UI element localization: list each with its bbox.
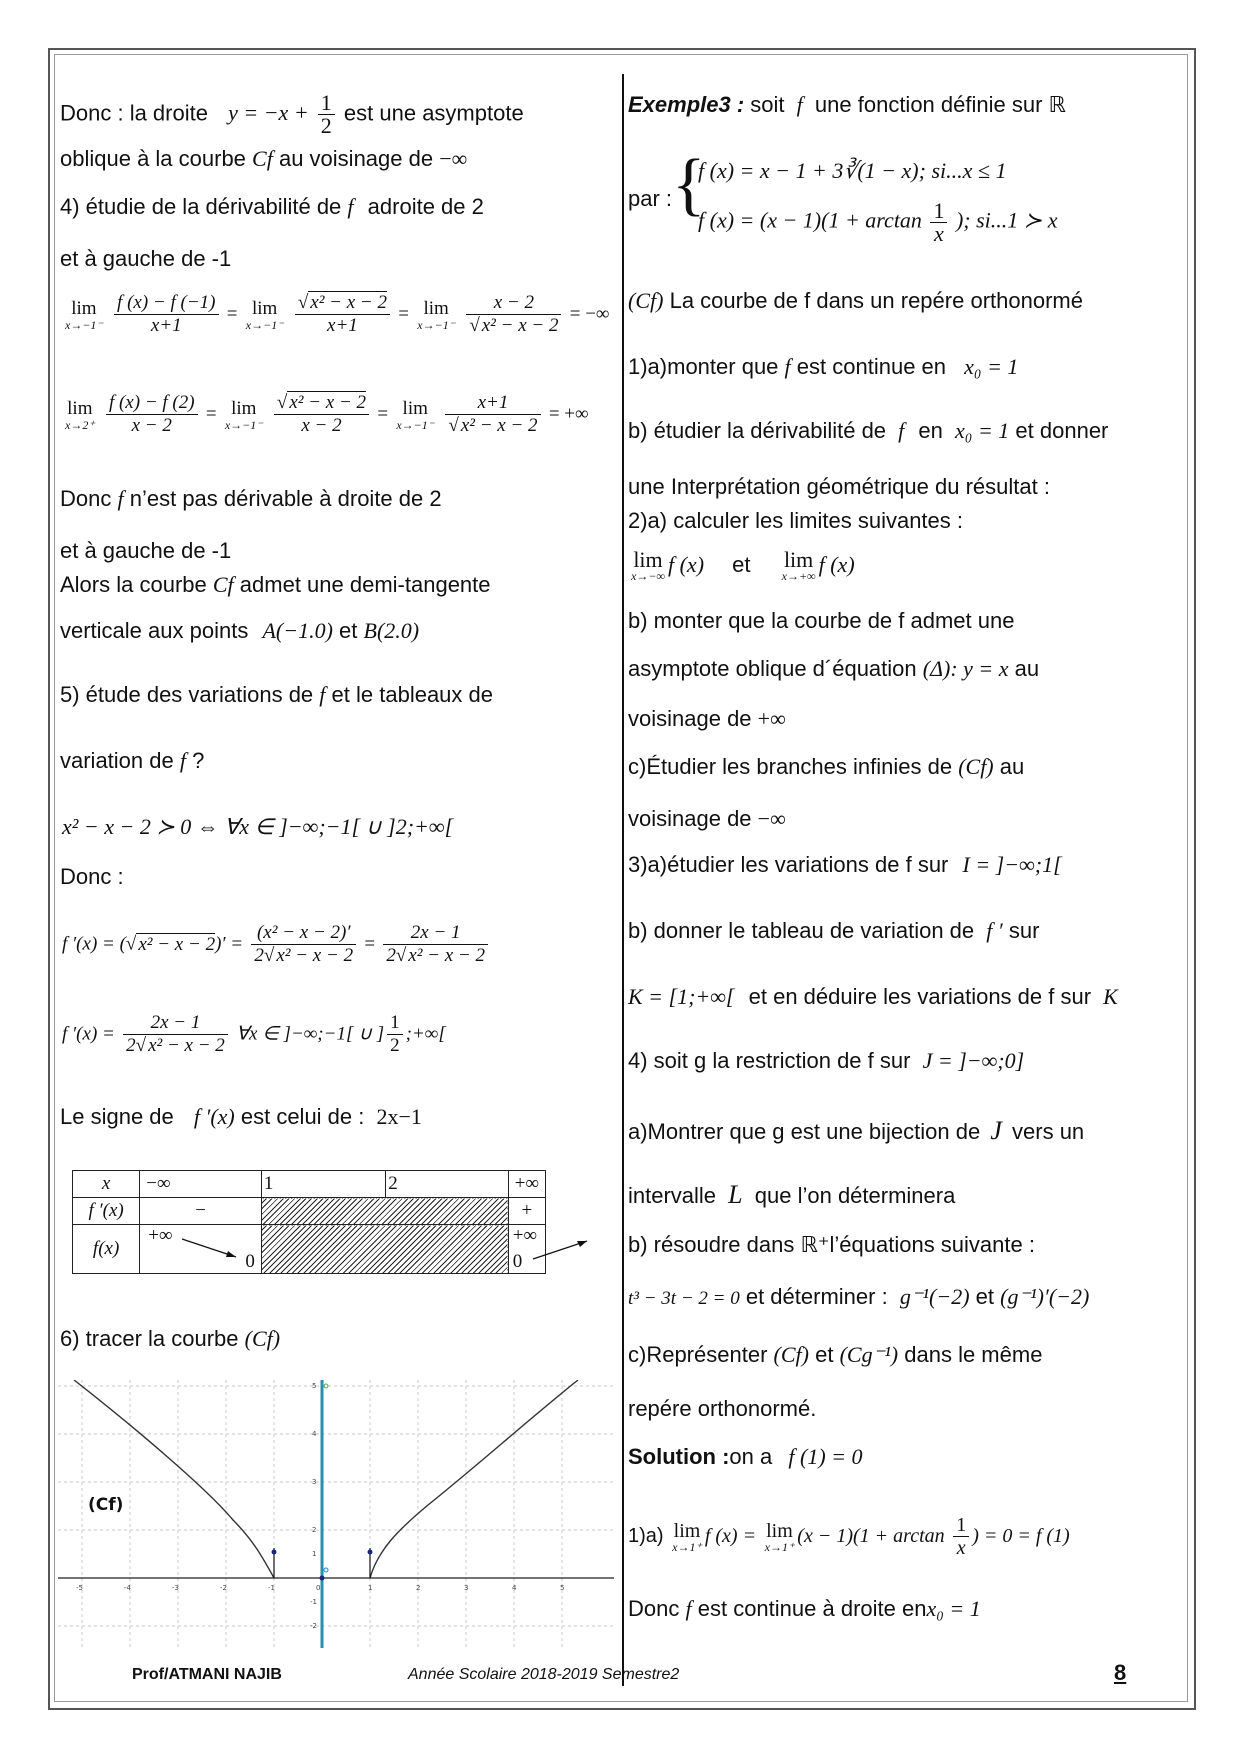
left-line-6: et à gauche de -1 [60,538,232,563]
right-line-18: a)Montrer que g est une bijection de J vers un [628,1116,1085,1145]
left-line-9: 5) étude des variations de f et le tableaux de [60,682,494,707]
right-line-16: K = [1;+∞[ et en déduire les variations de f sur K [628,984,1118,1009]
svg-text:4: 4 [512,1584,517,1592]
curve-right-branch [370,1380,578,1578]
right-line-11: voisinage de +∞ [628,706,786,731]
right-line-4: 1)a)monter que f est continue en x₀ = 1 [628,354,1019,379]
y-tick-labels [310,1382,317,1630]
left-line-5: Donc f n’est pas dérivable à droite de 2 [60,486,442,511]
table-row: f(x) +∞ 0 0 +∞ [73,1225,546,1274]
left-line-8: verticale aux points A(−1.0) et B(2.0) [60,618,420,643]
table-row: x −∞ 1 2 +∞ [73,1171,546,1198]
left-line-7: Alors la courbe Cf admet une demi-tangente [60,572,491,597]
svg-text:-4: -4 [124,1584,131,1592]
origin-marker [320,1576,325,1581]
column-divider [622,74,624,1686]
left-line-12: Donc : [60,864,124,889]
right-line-21: t³ − 3t − 2 = 0 et déterminer : g⁻¹(−2) et (g⁻¹)′(−2) [628,1284,1090,1309]
system-brace: { [672,146,706,223]
right-line-12: c)Étudier les branches infinies de (Cf) au [628,754,1025,779]
right-line-26: Donc f est continue à droite enx₀ = 1 [628,1596,981,1621]
limit-equation-1: lim x→−1⁻ $\frac{f (x) - f (-1)}{x+1}$ = lim x→−1⁻ $\frac{\text{√ x² − x − 2}}{x+1}$ = lim x→−1⁻ $\frac{x - 2}{\text{√ x² − x − 2}}$ = −∞ [65,292,610,336]
left-line-10: variation de f ? [60,748,205,773]
curve-graph [58,1380,614,1648]
svg-text:3: 3 [464,1584,469,1592]
derivative-equation-1: f ′(x) = (√ x² − x − 2)′ = $\frac{\text{(x² − x − 2)′}}{\text{2√ x² − x − 2}}$ = $\frac{2x - 1}{\text{2√ x² − x − 2}}$ [62,922,491,967]
page-number: 8 [1114,1660,1127,1685]
svg-text:5: 5 [312,1382,317,1390]
svg-text:-1: -1 [268,1584,275,1592]
svg-text:0: 0 [316,1584,321,1592]
point-marker [272,1550,277,1555]
footer-year: Année Scolaire 2018-2019 Semestre2 [408,1666,680,1683]
right-line-17: 4) soit g la restriction de f sur J = ]−∞;0] [628,1048,1025,1073]
point-marker [324,1568,328,1572]
domain-inequation: x² − x − 2 ≻ 0 ⇔ ∀x ∈ ]−∞;−1[ ∪ ]2;+∞[ [62,814,454,839]
piecewise-line-1: f (x) = x − 1 + 3∛(1 − x); si...x ≤ 1 [698,158,1007,183]
svg-text:-3: -3 [172,1584,179,1592]
right-line-5: b) étudier la dérivabilité de f en x₀ = 1 et donner [628,418,1109,443]
svg-text:-2: -2 [310,1622,317,1630]
curve-left-branch [74,1380,274,1578]
left-line-2: oblique à la courbe Cf au voisinage de −∞ [60,146,468,171]
arrow-down-icon [180,1237,240,1261]
right-line-23: repére orthonormé. [628,1396,817,1421]
right-line-8: lim x→−∞ f (x) et lim x→+∞ f (x) [631,547,855,583]
svg-text:-1: -1 [310,1598,317,1606]
grid [58,1380,614,1648]
svg-text:-5: -5 [76,1584,83,1592]
svg-text:-2: -2 [220,1584,227,1592]
svg-text:2: 2 [416,1584,421,1592]
right-line-25: 1)a) lim x→1⁺ f (x) = lim x→1⁺ (x − 1)(1 + arctan $\frac{1}{x}$ ) = 0 = f (1) [628,1514,1070,1559]
svg-text:4: 4 [312,1430,317,1438]
limit-equation-2: lim x→2⁺ $\frac{f (x) - f (2)}{x - 2}$ = lim x→−1⁻ $\frac{\text{√ x² − x − 2}}{x - 2}$ = lim x→−1⁻ $\frac{x+1}{\text{√ x² − x − 2}}$ = +∞ [65,392,589,436]
right-line-3: (Cf) La courbe de f dans un repére orthonormé [628,288,1083,313]
svg-text:1: 1 [312,1550,317,1558]
right-line-7: 2)a) calculer les limites suivantes : [628,508,964,533]
variation-table [72,1170,546,1274]
svg-text:3: 3 [312,1478,317,1486]
curve-label: (Cf) [88,1495,124,1515]
sign-line: Le signe de f ′(x) est celui de : 2x−1 [60,1104,422,1129]
right-line-24: Solution :on a f (1) = 0 [628,1444,863,1469]
hatched-cell [261,1198,508,1225]
derivative-equation-2: f ′(x) = $\frac{2x - 1}{\text{2√ x² − x − 2}}$ ∀x ∈ ]−∞;−1[ ∪ ] $\frac{1}{2}$ ;+∞[ [62,1012,446,1056]
piecewise-line-2: f (x) = (x − 1)(1 + arctan $\frac{1}{x}$ ); si...1 ≻ x [698,198,1058,246]
x-tick-labels [76,1584,564,1592]
arrow-up-icon [531,1237,591,1261]
right-line-19: intervalle L que l’on déterminera [628,1180,956,1209]
footer-author: Prof/ATMANI NAJIB [132,1666,282,1683]
left-line-1: Donc : la droite y = −x + $\frac{1}{2}$ est une asymptote [60,90,524,138]
right-line-14: 3)a)étudier les variations de f sur I = ]−∞;1[ [628,852,1062,877]
right-par-label: par : [628,186,673,211]
svg-text:2: 2 [312,1526,317,1534]
right-line-9: b) monter que la courbe de f admet une [628,608,1015,633]
right-line-22: c)Représenter (Cf) et (Cg⁻¹) dans le même [628,1342,1043,1367]
left-line-13: 6) tracer la courbe (Cf) [60,1326,281,1351]
right-line-1: Exemple3 : soit f une fonction définie sur ℝ [628,92,1066,117]
hatched-cell [261,1225,508,1274]
right-line-15: b) donner le tableau de variation de f ′ sur [628,918,1040,943]
point-marker [368,1550,373,1555]
right-line-10: asymptote oblique d´équation (Δ): y = x au [628,656,1040,681]
right-line-20: b) résoudre dans ℝ⁺l’équations suivante : [628,1232,1035,1257]
table-row: f ′(x) − + [73,1198,546,1225]
left-line-3: 4) étudie de la dérivabilité de f adroite de 2 [60,194,484,219]
svg-text:5: 5 [560,1584,565,1592]
right-line-6: une Interprétation géométrique du résultat : [628,474,1050,499]
left-line-4: et à gauche de -1 [60,246,232,271]
right-line-13: voisinage de −∞ [628,806,786,831]
svg-text:1: 1 [368,1584,373,1592]
